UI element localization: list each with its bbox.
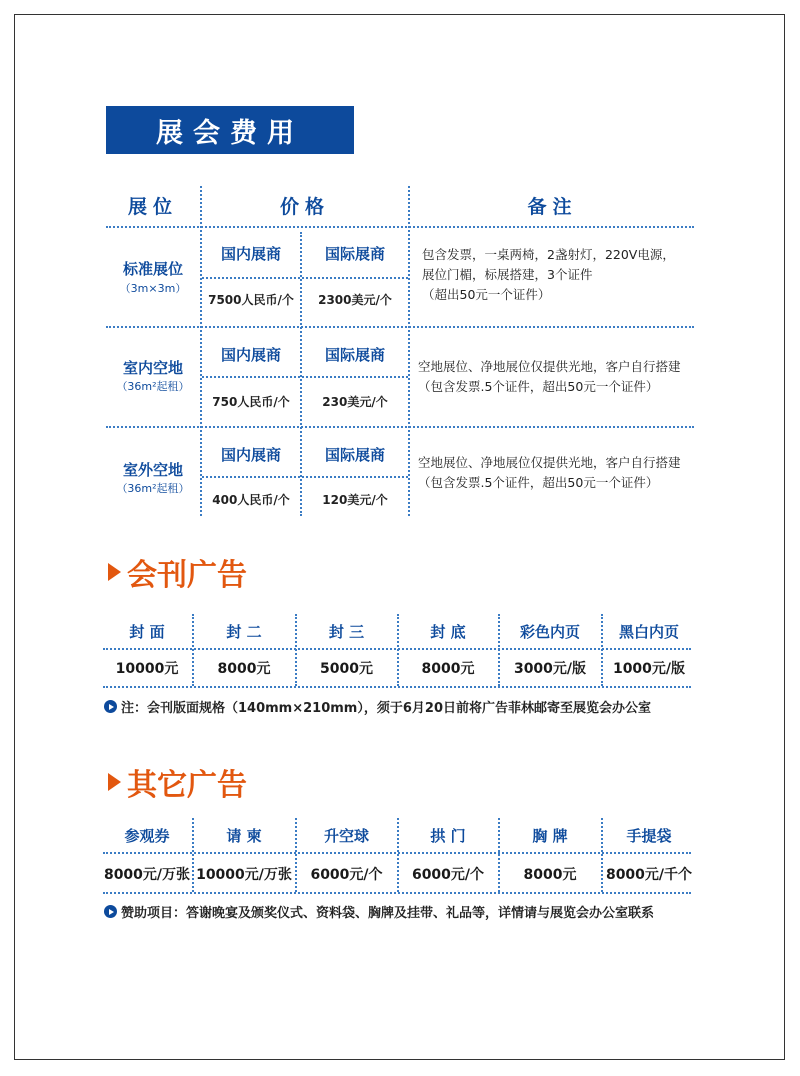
remark-line: （包含发票.5个证件，超出50元一个证件） [418, 475, 659, 490]
magazine-price: 5000元 [320, 661, 373, 677]
triangle-icon [108, 773, 121, 791]
domestic-label: 国内展商 [220, 346, 281, 364]
divider [106, 226, 694, 228]
intl-price: 120美元/个 [322, 493, 388, 507]
row-label-indoor-space: 室内空地 [122, 359, 183, 377]
magazine-price: 8000元 [217, 661, 271, 677]
banner-title: 展会费用 [156, 117, 304, 149]
other-ad-price: 8000元/千个 [605, 867, 693, 883]
other-ads-title-text: 其它广告 [127, 768, 247, 803]
divider [408, 186, 410, 516]
magazine-header: 封 三 [328, 623, 365, 641]
remark-outdoor-space [418, 453, 694, 493]
row-sub-outdoor-space: （36m²起租） [116, 482, 190, 495]
magazine-price: 10000元 [115, 661, 179, 677]
other-ad-header: 胸 牌 [532, 827, 568, 845]
intl-price: 2300美元/个 [318, 293, 392, 307]
remark-line: （超出50元一个证件） [422, 287, 551, 302]
divider [106, 326, 694, 328]
magazine-ads-title-text: 会刊广告 [127, 558, 247, 593]
intl-price: 230美元/个 [322, 395, 388, 409]
triangle-icon [108, 563, 121, 581]
divider [103, 892, 691, 894]
divider [202, 376, 408, 378]
sponsorship-note [104, 902, 724, 921]
magazine-note-text: 注：会刊版面规格（140mm×210mm），须于6月20日前将广告菲林邮寄至展览会办公室 [121, 701, 651, 716]
divider [103, 686, 691, 688]
remark-line: 空地展位、净地展位仅提供光地，客户自行搭建 [418, 455, 681, 470]
remark-indoor-space [418, 357, 694, 397]
magazine-header: 彩色内页 [519, 623, 580, 641]
intl-label: 国际展商 [324, 245, 385, 263]
domestic-label: 国内展商 [220, 446, 281, 464]
remark-standard-booth [422, 245, 694, 305]
domestic-price: 7500人民币/个 [208, 293, 294, 307]
sponsorship-note-text: 赞助项目：答谢晚宴及颁奖仪式、资料袋、胸牌及挂带、礼品等，详情请与展览会办公室联系 [121, 906, 655, 921]
magazine-header: 封 面 [129, 623, 165, 641]
divider [202, 277, 408, 279]
remark-line: （包含发票.5个证件，超出50元一个证件） [418, 379, 659, 394]
other-ad-price: 8000元 [523, 867, 577, 883]
divider [202, 476, 408, 478]
other-ads-title [108, 760, 247, 804]
other-ad-header: 升空球 [323, 827, 369, 845]
divider [106, 426, 694, 428]
magazine-price: 3000元/版 [513, 661, 587, 677]
magazine-price: 1000元/版 [612, 661, 686, 677]
row-sub-indoor-space: （36m²起租） [116, 380, 190, 393]
row-sub-standard-booth: （3m×3m） [119, 282, 187, 295]
divider [300, 232, 302, 516]
magazine-ads-title [108, 550, 247, 594]
remark-line: 展位门楣，标展搭建，3个证件 [422, 267, 593, 282]
remark-line: 空地展位、净地展位仅提供光地，客户自行搭建 [418, 359, 681, 374]
domestic-label: 国内展商 [220, 245, 281, 263]
magazine-header: 封 底 [430, 623, 466, 641]
section-banner [106, 106, 354, 154]
play-circle-icon [104, 700, 117, 713]
intl-label: 国际展商 [324, 446, 385, 464]
other-ad-header: 拱 门 [430, 827, 466, 845]
play-circle-icon [104, 905, 117, 918]
domestic-price: 400人民币/个 [212, 493, 290, 507]
header-booth: 展位 [127, 196, 178, 218]
remark-line: 包含发票，一桌两椅，2盏射灯，220V电源， [422, 247, 675, 262]
other-ad-header: 参观券 [124, 827, 170, 845]
row-label-standard-booth: 标准展位 [122, 260, 183, 278]
other-ad-price: 8000元/万张 [103, 867, 191, 883]
other-ad-price: 6000元/个 [411, 867, 485, 883]
magazine-header: 黑白内页 [618, 623, 679, 641]
magazine-note [104, 697, 704, 716]
other-ad-header: 手提袋 [626, 827, 672, 845]
row-label-outdoor-space: 室外空地 [122, 461, 183, 479]
intl-label: 国际展商 [324, 346, 385, 364]
domestic-price: 750人民币/个 [212, 395, 290, 409]
other-ad-header: 请 柬 [226, 827, 262, 845]
other-ad-price: 10000元/万张 [196, 867, 292, 883]
header-remark: 备注 [527, 196, 578, 218]
magazine-price: 8000元 [421, 661, 475, 677]
other-ad-price: 6000元/个 [310, 867, 383, 883]
header-price: 价格 [279, 196, 330, 218]
magazine-header: 封 二 [226, 623, 262, 641]
